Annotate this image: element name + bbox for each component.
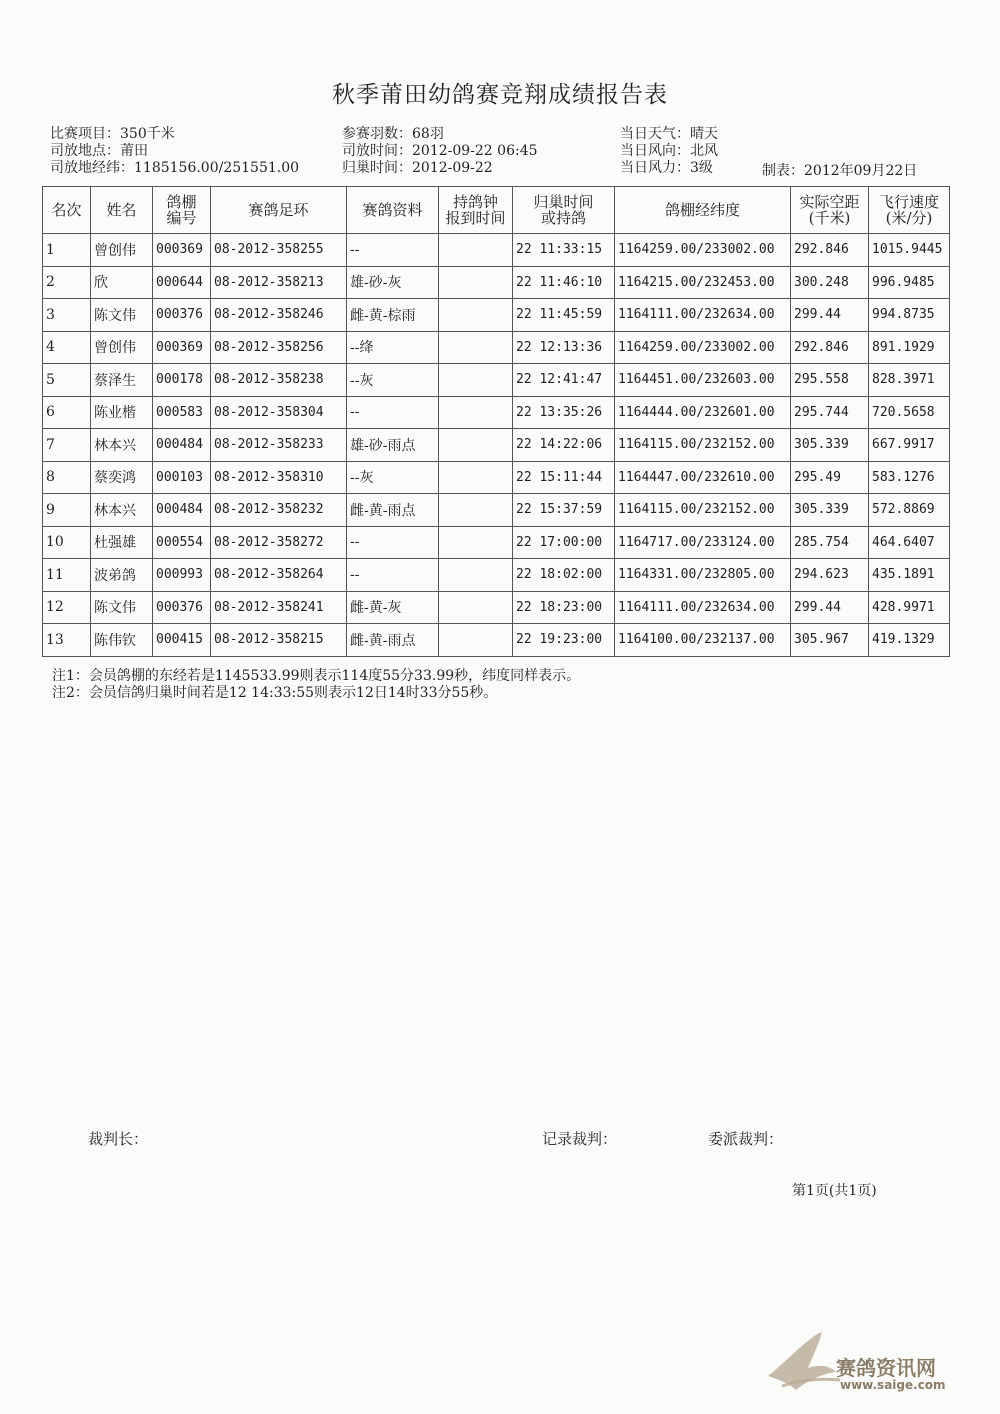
weather-info: 当日天气：晴天 — [620, 126, 718, 142]
cell-loft-id: 000484 — [153, 494, 211, 527]
cell-ring-number: 08-2012-358304 — [211, 396, 347, 429]
cell-distance: 292.846 — [791, 331, 869, 364]
cell-arrival-time: 22 15:11:44 — [513, 461, 615, 494]
cell-loft-coords: 1164115.00/232152.00 — [615, 494, 791, 527]
cell-name: 杜强雄 — [91, 526, 153, 559]
return-time-info: 归巢时间：2012-09-22 — [342, 160, 493, 176]
cell-name: 波弟鸽 — [91, 559, 153, 592]
cell-rank: 7 — [43, 429, 91, 462]
cell-arrival-time: 22 13:35:26 — [513, 396, 615, 429]
table-row — [43, 559, 950, 592]
release-place-info: 司放地点：莆田 — [50, 143, 148, 159]
cell-clock-time — [439, 494, 513, 527]
cell-speed: 572.8869 — [869, 494, 950, 527]
wind-direction-info: 当日风向：北风 — [620, 143, 718, 159]
cell-arrival-time: 22 11:33:15 — [513, 234, 615, 267]
cell-clock-time — [439, 429, 513, 462]
cell-distance: 295.558 — [791, 364, 869, 397]
cell-pigeon-info: 雌-黄-灰 — [347, 591, 439, 624]
cell-loft-coords: 1164447.00/232610.00 — [615, 461, 791, 494]
cell-loft-id: 000644 — [153, 266, 211, 299]
prepared-date: 制表：2012年09月22日 — [762, 163, 918, 179]
cell-distance: 305.339 — [791, 494, 869, 527]
header-clock-time: 持鸽钟 报到时间 — [439, 187, 513, 234]
cell-ring-number: 08-2012-358233 — [211, 429, 347, 462]
table-row — [43, 591, 950, 624]
cell-ring-number: 08-2012-358241 — [211, 591, 347, 624]
cell-ring-number: 08-2012-358232 — [211, 494, 347, 527]
cell-loft-id: 000484 — [153, 429, 211, 462]
cell-name: 曾创伟 — [91, 234, 153, 267]
cell-clock-time — [439, 559, 513, 592]
cell-rank: 8 — [43, 461, 91, 494]
cell-ring-number: 08-2012-358310 — [211, 461, 347, 494]
cell-pigeon-info: -- — [347, 526, 439, 559]
table-row — [43, 299, 950, 332]
cell-ring-number: 08-2012-358272 — [211, 526, 347, 559]
table-row — [43, 364, 950, 397]
cell-ring-number: 08-2012-358246 — [211, 299, 347, 332]
cell-rank: 13 — [43, 624, 91, 657]
cell-loft-id: 000369 — [153, 331, 211, 364]
cell-distance: 294.623 — [791, 559, 869, 592]
header-loft-coords: 鸽棚经纬度 — [615, 187, 791, 234]
cell-clock-time — [439, 266, 513, 299]
cell-name: 欣 — [91, 266, 153, 299]
cell-speed: 435.1891 — [869, 559, 950, 592]
cell-rank: 6 — [43, 396, 91, 429]
table-row — [43, 494, 950, 527]
cell-rank: 5 — [43, 364, 91, 397]
cell-rank: 10 — [43, 526, 91, 559]
cell-name: 陈业楷 — [91, 396, 153, 429]
table-row — [43, 624, 950, 657]
header-speed: 飞行速度 (米/分) — [869, 187, 950, 234]
cell-clock-time — [439, 526, 513, 559]
cell-loft-id: 000376 — [153, 591, 211, 624]
cell-pigeon-info: --灰 — [347, 364, 439, 397]
cell-name: 蔡奕鸿 — [91, 461, 153, 494]
cell-ring-number: 08-2012-358213 — [211, 266, 347, 299]
cell-distance: 300.248 — [791, 266, 869, 299]
cell-distance: 299.44 — [791, 299, 869, 332]
appointed-judge-label: 委派裁判： — [708, 1130, 784, 1148]
cell-speed: 583.1276 — [869, 461, 950, 494]
cell-arrival-time: 22 18:02:00 — [513, 559, 615, 592]
chief-judge-label: 裁判长： — [88, 1130, 149, 1148]
table-row — [43, 331, 950, 364]
cell-loft-id: 000103 — [153, 461, 211, 494]
cell-name: 林本兴 — [91, 494, 153, 527]
cell-speed: 891.1929 — [869, 331, 950, 364]
note-1: 注1：会员鸽棚的东经若是1145533.99则表示114度55分33.99秒，纬度同样表示。 — [52, 668, 581, 684]
cell-loft-id: 000369 — [153, 234, 211, 267]
cell-speed: 464.6407 — [869, 526, 950, 559]
table-row — [43, 461, 950, 494]
cell-loft-id: 000583 — [153, 396, 211, 429]
cell-loft-id: 000376 — [153, 299, 211, 332]
cell-pigeon-info: 雄-砂-雨点 — [347, 429, 439, 462]
table-row — [43, 234, 950, 267]
cell-loft-coords: 1164444.00/232601.00 — [615, 396, 791, 429]
note-2: 注2：会员信鸽归巢时间若是12 14:33:55则表示12日14时33分55秒。 — [52, 685, 498, 701]
cell-name: 陈文伟 — [91, 299, 153, 332]
cell-name: 蔡泽生 — [91, 364, 153, 397]
cell-distance: 305.339 — [791, 429, 869, 462]
cell-ring-number: 08-2012-358215 — [211, 624, 347, 657]
cell-loft-coords: 1164111.00/232634.00 — [615, 299, 791, 332]
cell-distance: 299.44 — [791, 591, 869, 624]
page-number: 第1页(共1页) — [792, 1183, 877, 1199]
cell-rank: 9 — [43, 494, 91, 527]
cell-arrival-time: 22 19:23:00 — [513, 624, 615, 657]
table-body — [43, 234, 950, 657]
cell-pigeon-info: 雌-黄-雨点 — [347, 624, 439, 657]
cell-pigeon-info: -- — [347, 234, 439, 267]
release-time-info: 司放时间：2012-09-22 06:45 — [342, 143, 538, 159]
entries-info: 参赛羽数：68羽 — [342, 126, 444, 142]
cell-name: 陈文伟 — [91, 591, 153, 624]
table-row — [43, 266, 950, 299]
header-distance: 实际空距 (千米) — [791, 187, 869, 234]
cell-loft-coords: 1164451.00/232603.00 — [615, 364, 791, 397]
cell-arrival-time: 22 12:13:36 — [513, 331, 615, 364]
cell-arrival-time: 22 14:22:06 — [513, 429, 615, 462]
info-column-1 — [50, 126, 299, 177]
cell-loft-id: 000415 — [153, 624, 211, 657]
cell-loft-coords: 1164717.00/233124.00 — [615, 526, 791, 559]
cell-ring-number: 08-2012-358255 — [211, 234, 347, 267]
cell-speed: 994.8735 — [869, 299, 950, 332]
cell-clock-time — [439, 364, 513, 397]
cell-loft-coords: 1164111.00/232634.00 — [615, 591, 791, 624]
cell-speed: 419.1329 — [869, 624, 950, 657]
event-info: 比赛项目：350千米 — [50, 126, 175, 142]
cell-distance: 285.754 — [791, 526, 869, 559]
header-name: 姓名 — [91, 187, 153, 234]
cell-clock-time — [439, 234, 513, 267]
cell-loft-coords: 1164331.00/232805.00 — [615, 559, 791, 592]
cell-ring-number: 08-2012-358256 — [211, 331, 347, 364]
cell-arrival-time: 22 18:23:00 — [513, 591, 615, 624]
header-loft-id: 鸽棚 编号 — [153, 187, 211, 234]
table-row — [43, 526, 950, 559]
cell-arrival-time: 22 11:46:10 — [513, 266, 615, 299]
header-pigeon-info: 赛鸽资料 — [347, 187, 439, 234]
info-column-3 — [620, 126, 718, 177]
cell-loft-coords: 1164100.00/232137.00 — [615, 624, 791, 657]
release-coords-info: 司放地经纬：1185156.00/251551.00 — [50, 160, 300, 176]
cell-ring-number: 08-2012-358264 — [211, 559, 347, 592]
cell-pigeon-info: 雄-砂-灰 — [347, 266, 439, 299]
watermark-url: www.saige.com — [840, 1378, 946, 1392]
header-ring-number: 赛鸽足环 — [211, 187, 347, 234]
cell-pigeon-info: -- — [347, 396, 439, 429]
cell-arrival-time: 22 17:00:00 — [513, 526, 615, 559]
cell-clock-time — [439, 624, 513, 657]
cell-rank: 12 — [43, 591, 91, 624]
cell-loft-id: 000178 — [153, 364, 211, 397]
table-header-row — [43, 187, 950, 234]
cell-pigeon-info: 雌-黄-棕雨 — [347, 299, 439, 332]
cell-rank: 2 — [43, 266, 91, 299]
results-table — [42, 186, 950, 657]
cell-name: 曾创伟 — [91, 331, 153, 364]
cell-speed: 996.9485 — [869, 266, 950, 299]
cell-clock-time — [439, 299, 513, 332]
cell-name: 陈伟钦 — [91, 624, 153, 657]
wind-force-info: 当日风力：3级 — [620, 160, 713, 176]
cell-name: 林本兴 — [91, 429, 153, 462]
cell-loft-coords: 1164115.00/232152.00 — [615, 429, 791, 462]
table-row — [43, 396, 950, 429]
cell-loft-coords: 1164215.00/232453.00 — [615, 266, 791, 299]
cell-arrival-time: 22 12:41:47 — [513, 364, 615, 397]
cell-loft-coords: 1164259.00/233002.00 — [615, 331, 791, 364]
header-arrival-time: 归巢时间 或持鸽 — [513, 187, 615, 234]
cell-arrival-time: 22 15:37:59 — [513, 494, 615, 527]
cell-rank: 1 — [43, 234, 91, 267]
cell-pigeon-info: --绛 — [347, 331, 439, 364]
cell-distance: 295.744 — [791, 396, 869, 429]
table-row — [43, 429, 950, 462]
cell-loft-id: 000993 — [153, 559, 211, 592]
notes — [52, 668, 580, 702]
cell-rank: 11 — [43, 559, 91, 592]
cell-clock-time — [439, 331, 513, 364]
cell-arrival-time: 22 11:45:59 — [513, 299, 615, 332]
cell-distance: 295.49 — [791, 461, 869, 494]
record-judge-label: 记录裁判： — [542, 1130, 618, 1148]
cell-clock-time — [439, 591, 513, 624]
cell-clock-time — [439, 461, 513, 494]
cell-pigeon-info: -- — [347, 559, 439, 592]
cell-ring-number: 08-2012-358238 — [211, 364, 347, 397]
cell-distance: 305.967 — [791, 624, 869, 657]
cell-speed: 828.3971 — [869, 364, 950, 397]
cell-rank: 4 — [43, 331, 91, 364]
cell-clock-time — [439, 396, 513, 429]
header-rank: 名次 — [43, 187, 91, 234]
cell-speed: 667.9917 — [869, 429, 950, 462]
cell-rank: 3 — [43, 299, 91, 332]
cell-speed: 428.9971 — [869, 591, 950, 624]
cell-loft-id: 000554 — [153, 526, 211, 559]
report-title: 秋季莆田幼鸽赛竞翔成绩报告表 — [332, 82, 668, 108]
watermark-brand: 赛鸽资讯网 — [836, 1356, 936, 1380]
cell-pigeon-info: --灰 — [347, 461, 439, 494]
cell-speed: 1015.9445 — [869, 234, 950, 267]
cell-distance: 292.846 — [791, 234, 869, 267]
cell-pigeon-info: 雌-黄-雨点 — [347, 494, 439, 527]
info-column-2 — [342, 126, 538, 177]
cell-loft-coords: 1164259.00/233002.00 — [615, 234, 791, 267]
cell-speed: 720.5658 — [869, 396, 950, 429]
